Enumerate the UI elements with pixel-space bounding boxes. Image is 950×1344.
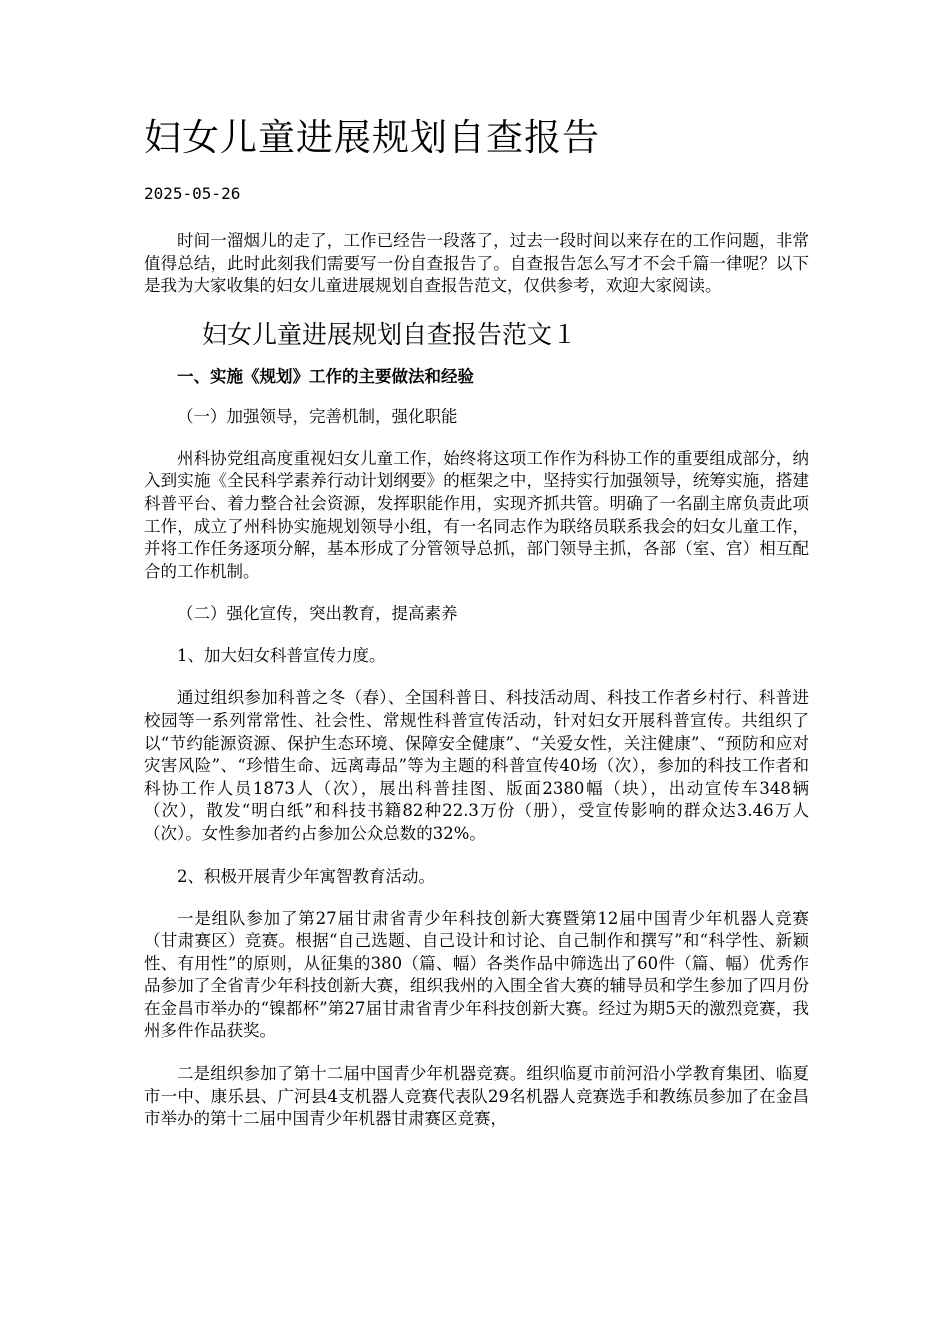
section-title: 妇女儿童进展规划自查报告范文１ [202,319,578,349]
paragraph-innovation-contest: 一是组队参加了第27届甘肃省青少年科技创新大赛暨第12届中国青少年机器人竞赛（甘肃赛区）竞赛。根据“自己选题、自己设计和讨论、自己制作和撰写”和“科学性、新颖性、有用性”的原则，从征集的380（篇、幅）各类作品中筛选出了60件（篇、幅）优秀作品参加了全省青少年科技创新大赛，组织我州的入围全省大赛的辅导员和学生参加了四月份在金昌市举办的“镍都杯”第27届甘肃省青少年科技创新大赛。经过为期5天的激烈竞赛，我州多件作品获奖。 [144,908,809,1041]
item-women-publicity: 1、加大妇女科普宣传力度。 [177,646,386,666]
paragraph-leadership: 州科协党组高度重视妇女儿童工作，始终将这项工作作为科协工作的重要组成部分，纳入到实施《全民科学素养行动计划纲要》的框架之中，坚持实行加强领导，统筹实施，搭建科普平台、着力整合社会资源，发挥职能作用，实现齐抓共管。明确了一名副主席负责此项工作，成立了州科协实施规划领导小组，有一名同志作为联络员联系我会的妇女儿童工作，并将工作任务逐项分解，基本形成了分管领导总抓，部门领导主抓，各部（室、宫）相互配合的工作机制。 [144,448,809,581]
item-youth-education: 2、积极开展青少年寓智教育活动。 [177,866,435,886]
paragraph-robot-contest: 二是组织参加了第十二届中国青少年机器竞赛。组织临夏市前河沿小学教育集团、临夏市一中、康乐县、广河县4支机器人竞赛代表队29名机器人竞赛选手和教练员参加了在金昌市举办的第十二届中国青少年机器甘肃赛区竞赛， [144,1064,809,1129]
paragraph-women-publicity: 通过组织参加科普之冬（春）、全国科普日、科技活动周、科技工作者乡村行、科普进校园等一系列常常性、社会性、常规性科普宣传活动，针对妇女开展科普宣传。共组织了以“节约能源资源、保护生态环境、保障安全健康”、“关爱女性，关注健康”、“预防和应对灾害风险”、“珍惜生命、远离毒品”等为主题的科普宣传40场（次），参加的科技工作者和科协工作人员1873人（次），展出科普挂图、版面2380幅（块），出动宣传车348辆（次），散发“明白纸”和科技书籍82种22.3万份（册），受宣传影响的群众达3.46万人（次）。女性参加者约占参加公众总数的32%。 [144,688,809,843]
publish-date: 2025-05-26 [144,184,241,203]
intro-paragraph: 时间一溜烟儿的走了，工作已经告一段落了，过去一段时间以来存在的工作问题，非常值得总结，此时此刻我们需要写一份自查报告了。自查报告怎么写才不会千篇一律呢？以下是我为大家收集的妇女儿童进展规划自查报告范文，仅供参考，欢迎大家阅读。 [144,231,809,296]
subheading-leadership: （一）加强领导，完善机制，强化职能 [177,406,458,426]
heading-main-practices: 一、实施《规划》工作的主要做法和经验 [177,366,474,386]
subheading-publicity: （二）强化宣传，突出教育，提高素养 [177,604,458,624]
page-title: 妇女儿童进展规划自查报告 [144,116,600,159]
document-page [144,112,809,1151]
